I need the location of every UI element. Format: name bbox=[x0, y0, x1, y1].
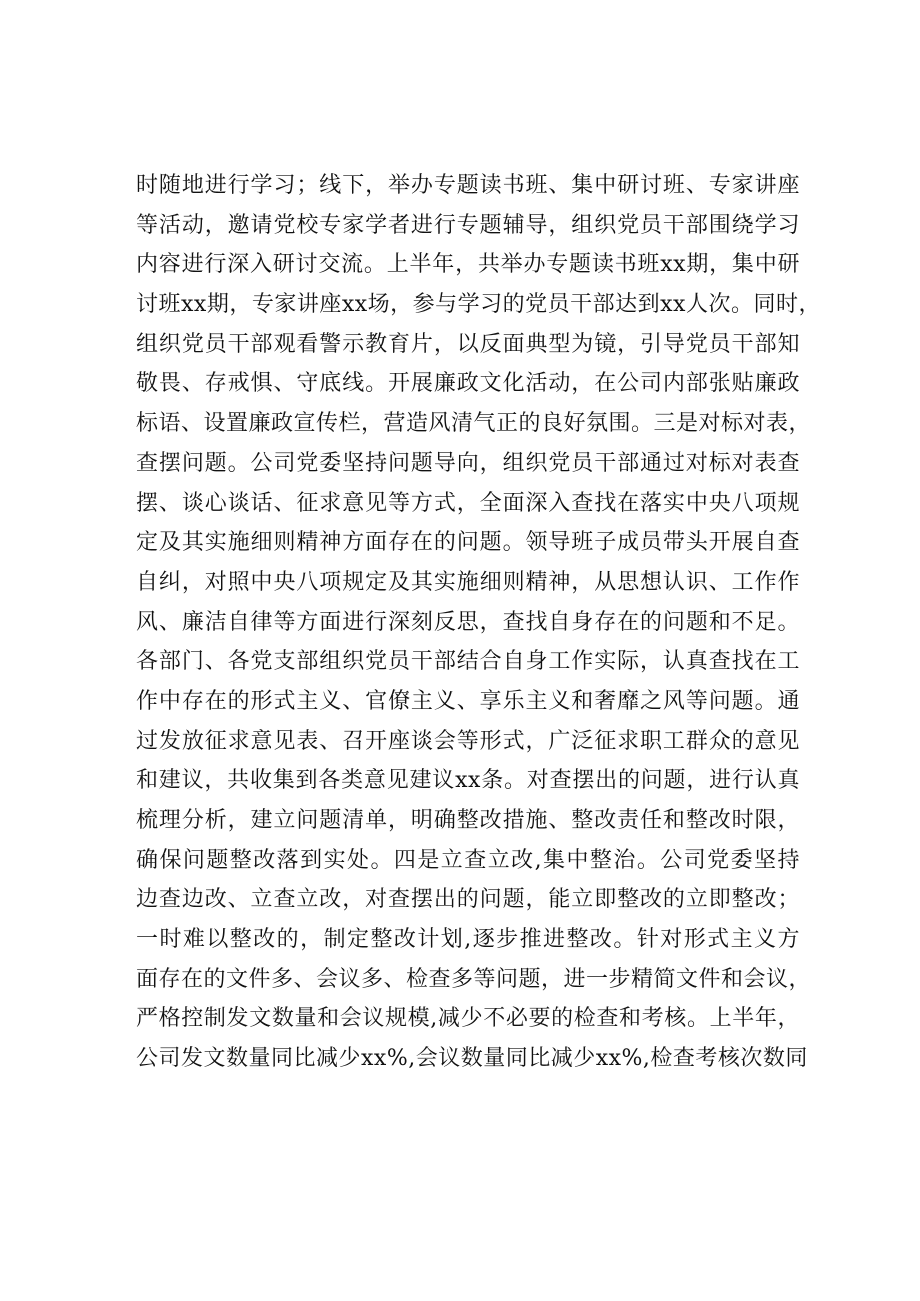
text-line: 定及其实施细则精神方面存在的问题。领导班子成员带头开展自查 bbox=[136, 530, 800, 556]
text-line: 组织党员干部观看警示教育片，以反面典型为镜，引导党员干部知 bbox=[136, 331, 800, 357]
text-line: 内容进行深入研讨交流。上半年，共举办专题读书班xx期，集中研 bbox=[136, 252, 800, 278]
text-line: 自纠，对照中央八项规定及其实施细则精神，从思想认识、工作作 bbox=[136, 569, 800, 595]
text-line: 查摆问题。公司党委坚持问题导向，组织党员干部通过对标对表查 bbox=[136, 450, 800, 476]
text-line: 梳理分析，建立问题清单，明确整改措施、整改责任和整改时限， bbox=[136, 808, 800, 833]
text-line: 过发放征求意见表、召开座谈会等形式，广泛征求职工群众的意见 bbox=[136, 728, 800, 754]
text-line: 标语、设置廉政宣传栏，营造风清气正的良好氛围。三是对标对表， bbox=[136, 411, 812, 437]
text-line: 严格控制发文数量和会议规模,减少不必要的检查和考核。上半年， bbox=[136, 1006, 800, 1032]
text-line: 面存在的文件多、会议多、检查多等问题，进一步精简文件和会议， bbox=[136, 966, 812, 992]
body-paragraph bbox=[136, 166, 821, 1079]
text-line: 摆、谈心谈话、征求意见等方式，全面深入查找在落实中央八项规 bbox=[136, 490, 800, 516]
text-line: 和建议，共收集到各类意见建议xx条。对查摆出的问题，进行认真 bbox=[136, 768, 800, 794]
text-line: 公司发文数量同比减少xx%,会议数量同比减少xx%,检查考核次数同 bbox=[136, 1046, 808, 1072]
text-line: 各部门、各党支部组织党员干部结合自身工作实际，认真查找在工 bbox=[136, 649, 800, 675]
text-line: 时随地进行学习；线下，举办专题读书班、集中研讨班、专家讲座 bbox=[136, 173, 800, 198]
text-line: 作中存在的形式主义、官僚主义、享乐主义和奢靡之风等问题。通 bbox=[136, 688, 800, 714]
text-line: 边查边改、立查立改，对查摆出的问题，能立即整改的立即整改； bbox=[136, 887, 800, 913]
text-line: 讨班xx期，专家讲座xx场，参与学习的党员干部达到xx人次。同时， bbox=[136, 292, 821, 318]
text-line: 等活动，邀请党校专家学者进行专题辅导，组织党员干部围绕学习 bbox=[136, 212, 800, 238]
text-line: 一时难以整改的，制定整改计划,逐步推进整改。针对形式主义方 bbox=[136, 927, 800, 953]
text-line: 确保问题整改落到实处。四是立查立改,集中整治。公司党委坚持 bbox=[136, 847, 800, 873]
text-line: 风、廉洁自律等方面进行深刻反思，查找自身存在的问题和不足。 bbox=[136, 609, 800, 635]
text-line: 敬畏、存戒惧、守底线。开展廉政文化活动，在公司内部张贴廉政 bbox=[136, 371, 800, 397]
